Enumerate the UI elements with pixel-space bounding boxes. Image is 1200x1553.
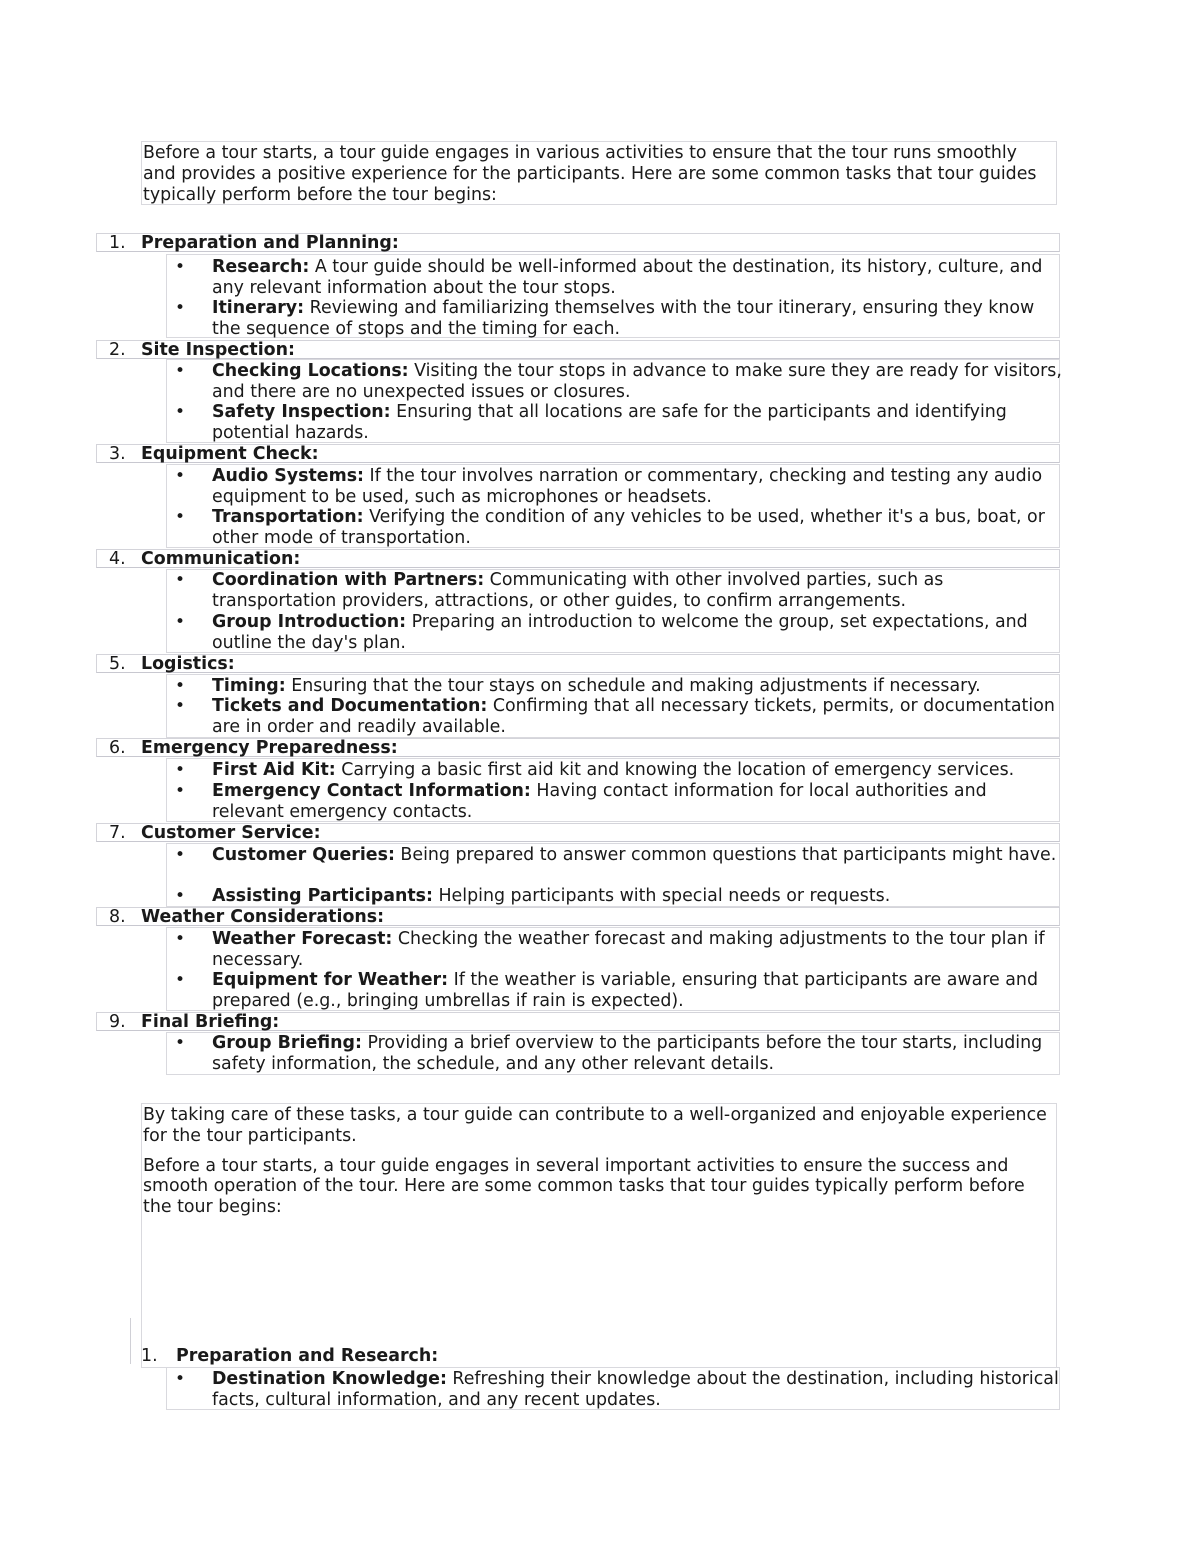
- section-number: 9.: [109, 1012, 126, 1032]
- bullet-text: Reviewing and familiarizing themselves with the tour itinerary, ensuring they know the sequence of stops and the timing for each.: [212, 298, 1035, 339]
- bullet-term: Transportation:: [212, 507, 364, 527]
- section-heading: Preparation and Research:: [176, 1346, 439, 1366]
- bullet-text: Being prepared to answer common questions that participants might have.: [394, 845, 1057, 865]
- intro-text: Before a tour starts, a tour guide engages in various activities to ensure that the tour runs smoothly and provides a positive experience for the participants. Here are some common tasks that tour guides typically perform before the tour begins:: [143, 143, 1037, 205]
- section-heading-row: [96, 549, 1060, 568]
- section-heading-row: [96, 654, 1060, 673]
- bullet-term: First Aid Kit:: [212, 760, 336, 780]
- bullet-group: [166, 569, 1060, 653]
- section-heading: Customer Service:: [141, 823, 321, 843]
- bullet-text: Checking the weather forecast and making adjustments to the tour plan if necessary.: [212, 929, 1045, 970]
- section-number: 6.: [109, 738, 126, 758]
- bullet-term: Audio Systems:: [212, 466, 364, 486]
- bullet-icon: •: [175, 845, 186, 865]
- section-heading: Communication:: [141, 549, 301, 569]
- bullet-text: Communicating with other involved parties, such as transportation providers, attractions, or other guides, to confirm arrangements.: [212, 570, 944, 611]
- closing-text: By taking care of these tasks, a tour guide can contribute to a well-organized and enjoyable experience for the tour participants.: [143, 1105, 1047, 1146]
- section-number: 7.: [109, 823, 126, 843]
- bullet-term: Equipment for Weather:: [212, 970, 449, 990]
- bullet-term: Customer Queries:: [212, 845, 395, 865]
- bullet-text: Confirming that all necessary tickets, permits, or documentation are in order and readily available.: [212, 696, 1055, 737]
- bullet-text: Ensuring that the tour stays on schedule and making adjustments if necessary.: [285, 676, 981, 696]
- bullet-group: [166, 254, 1060, 338]
- bullet-text: A tour guide should be well-informed about the destination, its history, culture, and any relevant information about the tour stops.: [212, 257, 1043, 298]
- section-heading-row: [96, 823, 1060, 842]
- bullet-icon: •: [175, 570, 186, 590]
- bullet-term: Research:: [212, 257, 310, 277]
- bullet-term: Itinerary:: [212, 298, 305, 318]
- bullet-term: Safety Inspection:: [212, 402, 391, 422]
- bullet-group: [166, 674, 1060, 738]
- bullet-group: [166, 758, 1060, 822]
- bullet-icon: •: [175, 886, 186, 906]
- bullet-term: Coordination with Partners:: [212, 570, 485, 590]
- bullet-icon: •: [175, 612, 186, 632]
- section-heading: Final Briefing:: [141, 1012, 280, 1032]
- bullet-text: Carrying a basic first aid kit and knowing the location of emergency services.: [335, 760, 1015, 780]
- bullet-text: Visiting the tour stops in advance to make sure they are ready for visitors, and there are no unexpected issues or closures.: [212, 361, 1062, 402]
- bullet-icon: •: [175, 466, 186, 486]
- bullet-text: If the tour involves narration or commentary, checking and testing any audio equipment to be used, such as microphones or headsets.: [212, 466, 1043, 507]
- intro-paragraph: [141, 141, 1057, 205]
- bullet-term: Destination Knowledge:: [212, 1369, 447, 1389]
- section-heading: Site Inspection:: [141, 340, 295, 360]
- bullet-term: Assisting Participants:: [212, 886, 433, 906]
- bullet-term: Group Introduction:: [212, 612, 407, 632]
- bullet-icon: •: [175, 676, 186, 696]
- bullet-group: [166, 1032, 1060, 1075]
- section-heading: Equipment Check:: [141, 444, 319, 464]
- section-number: 4.: [109, 549, 126, 569]
- section-number: 2.: [109, 340, 126, 360]
- bullet-text: Helping participants with special needs or requests.: [432, 886, 891, 906]
- bullet-text: Having contact information for local authorities and relevant emergency contacts.: [212, 781, 987, 822]
- bullet-icon: •: [175, 1369, 186, 1389]
- bullet-term: Timing:: [212, 676, 286, 696]
- section-heading: Emergency Preparedness:: [141, 738, 398, 758]
- bullet-text: If the weather is variable, ensuring that participants are aware and prepared (e.g., bringing umbrellas if rain is expected).: [212, 970, 1038, 1011]
- closing-paragraph-box: [141, 1103, 1057, 1368]
- bullet-group: [166, 927, 1060, 1011]
- bullet-text: Verifying the condition of any vehicles to be used, whether it's a bus, boat, or other mode of transportation.: [212, 507, 1045, 548]
- section-heading-row: [96, 1012, 1060, 1031]
- bullet-text: Providing a brief overview to the participants before the tour starts, including safety information, the schedule, and any other relevant details.: [212, 1033, 1043, 1074]
- section-heading-row: [96, 233, 1060, 252]
- bullet-term: Tickets and Documentation:: [212, 696, 488, 716]
- second-intro-text: Before a tour starts, a tour guide engages in several important activities to ensure the success and smooth operation of the tour. Here are some common tasks that tour guides typically perform before the tour begins:: [143, 1155, 1025, 1218]
- section-heading: Logistics:: [141, 654, 235, 674]
- section-heading-row: [96, 340, 1060, 359]
- bullet-term: Group Briefing:: [212, 1033, 362, 1053]
- bullet-icon: •: [175, 1033, 186, 1053]
- section-heading-row: [141, 1346, 741, 1366]
- bullet-icon: •: [175, 507, 186, 527]
- bullet-icon: •: [175, 760, 186, 780]
- bullet-text: Preparing an introduction to welcome the group, set expectations, and outline the day's plan.: [212, 612, 1028, 653]
- bullet-icon: •: [175, 361, 186, 381]
- section-heading: Preparation and Planning:: [141, 233, 399, 253]
- bullet-icon: •: [175, 257, 186, 277]
- section-heading-row: [96, 444, 1060, 463]
- bullet-term: Weather Forecast:: [212, 929, 393, 949]
- bullet-icon: •: [175, 970, 186, 990]
- bullet-icon: •: [175, 696, 186, 716]
- bullet-icon: •: [175, 781, 186, 801]
- bullet-text: Refreshing their knowledge about the destination, including historical facts, cultural information, and any recent updates.: [212, 1369, 1059, 1410]
- left-margin-line: [130, 1318, 131, 1364]
- bullet-group: [166, 1367, 1060, 1410]
- section-number: 3.: [109, 444, 126, 464]
- section-number: 1.: [141, 1346, 158, 1366]
- section-number: 8.: [109, 907, 126, 927]
- bullet-text: Ensuring that all locations are safe for the participants and identifying potential hazards.: [212, 402, 1007, 443]
- section-heading: Weather Considerations:: [141, 907, 385, 927]
- section-number: 5.: [109, 654, 126, 674]
- bullet-icon: •: [175, 402, 186, 422]
- bullet-icon: •: [175, 298, 186, 318]
- section-number: 1.: [109, 233, 126, 253]
- bullet-group: [166, 359, 1060, 443]
- section-heading-row: [96, 907, 1060, 926]
- bullet-term: Emergency Contact Information:: [212, 781, 531, 801]
- section-heading-row: [96, 738, 1060, 757]
- bullet-group: [166, 464, 1060, 548]
- bullet-term: Checking Locations:: [212, 361, 409, 381]
- bullet-icon: •: [175, 929, 186, 949]
- bullet-group: [166, 843, 1060, 907]
